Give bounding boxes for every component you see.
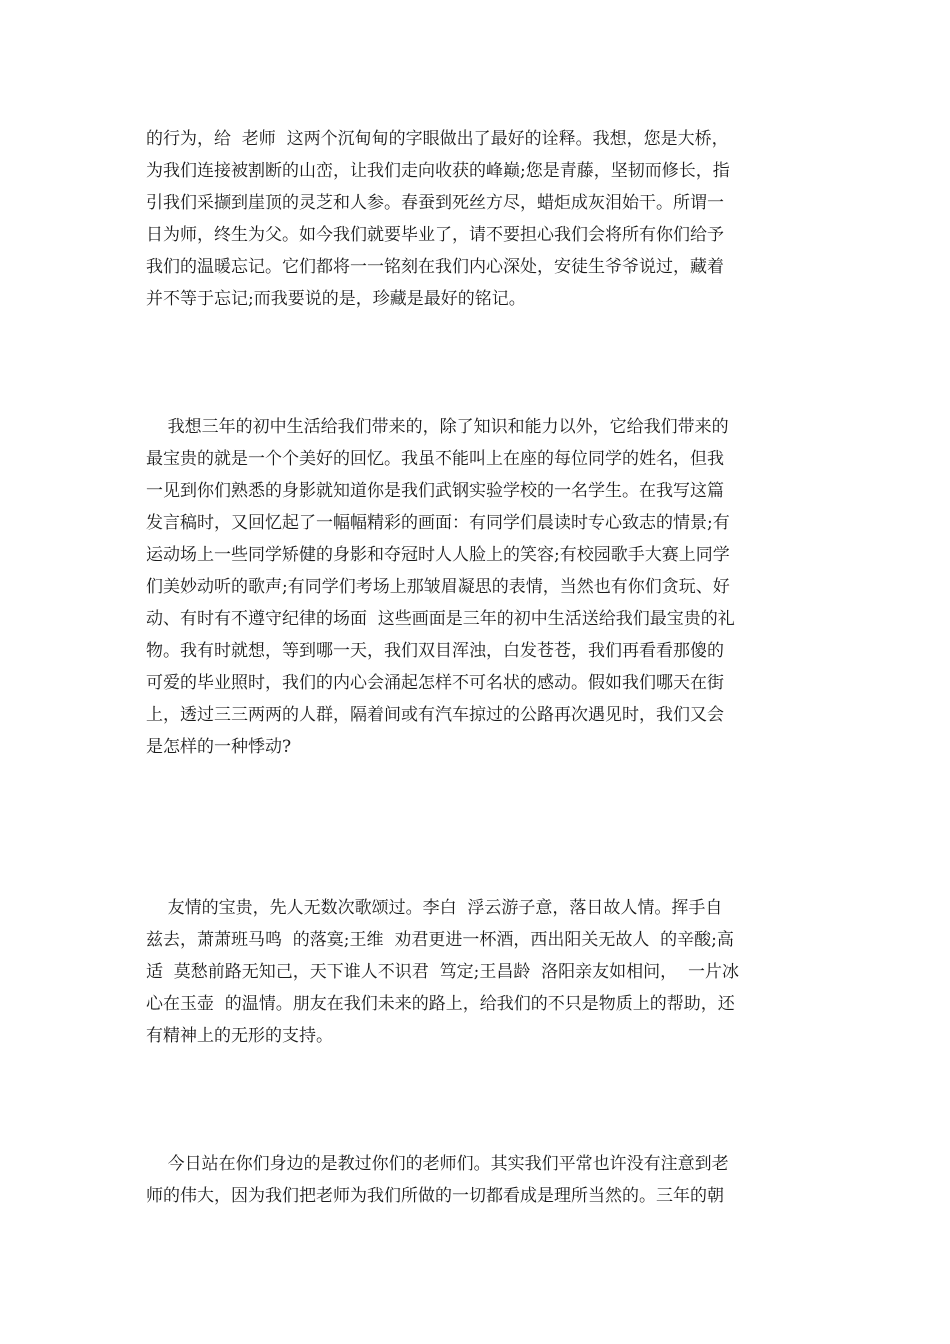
text-line: 一见到你们熟悉的身影就知道你是我们武钢实验学校的一名学生。在我写这篇	[146, 481, 724, 501]
text-line: 有精神上的无形的支持。	[146, 1026, 333, 1046]
text-line: 心在玉壶 的温情。朋友在我们未来的路上，给我们的不只是物质上的帮助，还	[146, 994, 735, 1014]
paragraph-memories	[146, 411, 810, 763]
text-line: 引我们采撷到崖顶的灵芝和人参。春蚕到死丝方尽，蜡炬成灰泪始干。所谓一	[146, 193, 724, 213]
text-line: 我想三年的初中生活给我们带来的，除了知识和能力以外，它给我们带来的	[146, 417, 729, 437]
text-line: 并不等于忘记;而我要说的是，珍藏是最好的铭记。	[146, 289, 526, 309]
text-line: 可爱的毕业照时，我们的内心会涌起怎样不可名状的感动。假如我们哪天在街	[146, 673, 724, 693]
text-line: 最宝贵的就是一个个美好的回忆。我虽不能叫上在座的每位同学的姓名，但我	[146, 449, 724, 469]
text-line: 日为师，终生为父。如今我们就要毕业了，请不要担心我们会将所有你们给予	[146, 225, 724, 245]
text-line: 友情的宝贵，先人无数次歌颂过。李白 浮云游子意，落日故人情。挥手自	[146, 898, 723, 918]
text-line: 师的伟大，因为我们把老师为我们所做的一切都看成是理所当然的。三年的朝	[146, 1186, 724, 1206]
text-line: 适 莫愁前路无知己，天下谁人不识君 笃定;王昌龄 洛阳亲友如相问， 一片冰	[146, 962, 739, 982]
text-line: 上，透过三三两两的人群，隔着间或有汽车掠过的公路再次遇见时，我们又会	[146, 705, 724, 725]
paragraph-teacher-tribute	[146, 123, 810, 315]
paragraph-teachers-beside-you	[146, 1148, 810, 1212]
text-line: 为我们连接被割断的山峦，让我们走向收获的峰巅;您是青藤，坚韧而修长，指	[146, 161, 730, 181]
text-line: 今日站在你们身边的是教过你们的老师们。其实我们平常也许没有注意到老	[146, 1154, 729, 1174]
text-line: 我们的温暖忘记。它们都将一一铭刻在我们内心深处，安徒生爷爷说过，藏着	[146, 257, 724, 277]
paragraph-friendship	[146, 892, 810, 1052]
text-line: 们美妙动听的歌声;有同学们考场上那皱眉凝思的表情，当然也有你们贪玩、好	[146, 577, 730, 597]
text-line: 是怎样的一种悸动?	[146, 737, 292, 757]
text-line: 的行为，给 老师 这两个沉甸甸的字眼做出了最好的诠释。我想，您是大桥，	[146, 129, 729, 149]
text-line: 物。我有时就想，等到哪一天，我们双目浑浊，白发苍苍，我们再看看那傻的	[146, 641, 724, 661]
text-line: 动、有时有不遵守纪律的场面 这些画面是三年的初中生活送给我们最宝贵的礼	[146, 609, 735, 629]
text-line: 发言稿时，又回忆起了一幅幅精彩的画面：有同学们晨读时专心致志的情景;有	[146, 513, 730, 533]
text-line: 兹去，萧萧班马鸣 的落寞;王维 劝君更进一杯酒，西出阳关无故人 的辛酸;高	[146, 930, 734, 950]
text-line: 运动场上一些同学矫健的身影和夺冠时人人脸上的笑容;有校园歌手大赛上同学	[146, 545, 730, 565]
